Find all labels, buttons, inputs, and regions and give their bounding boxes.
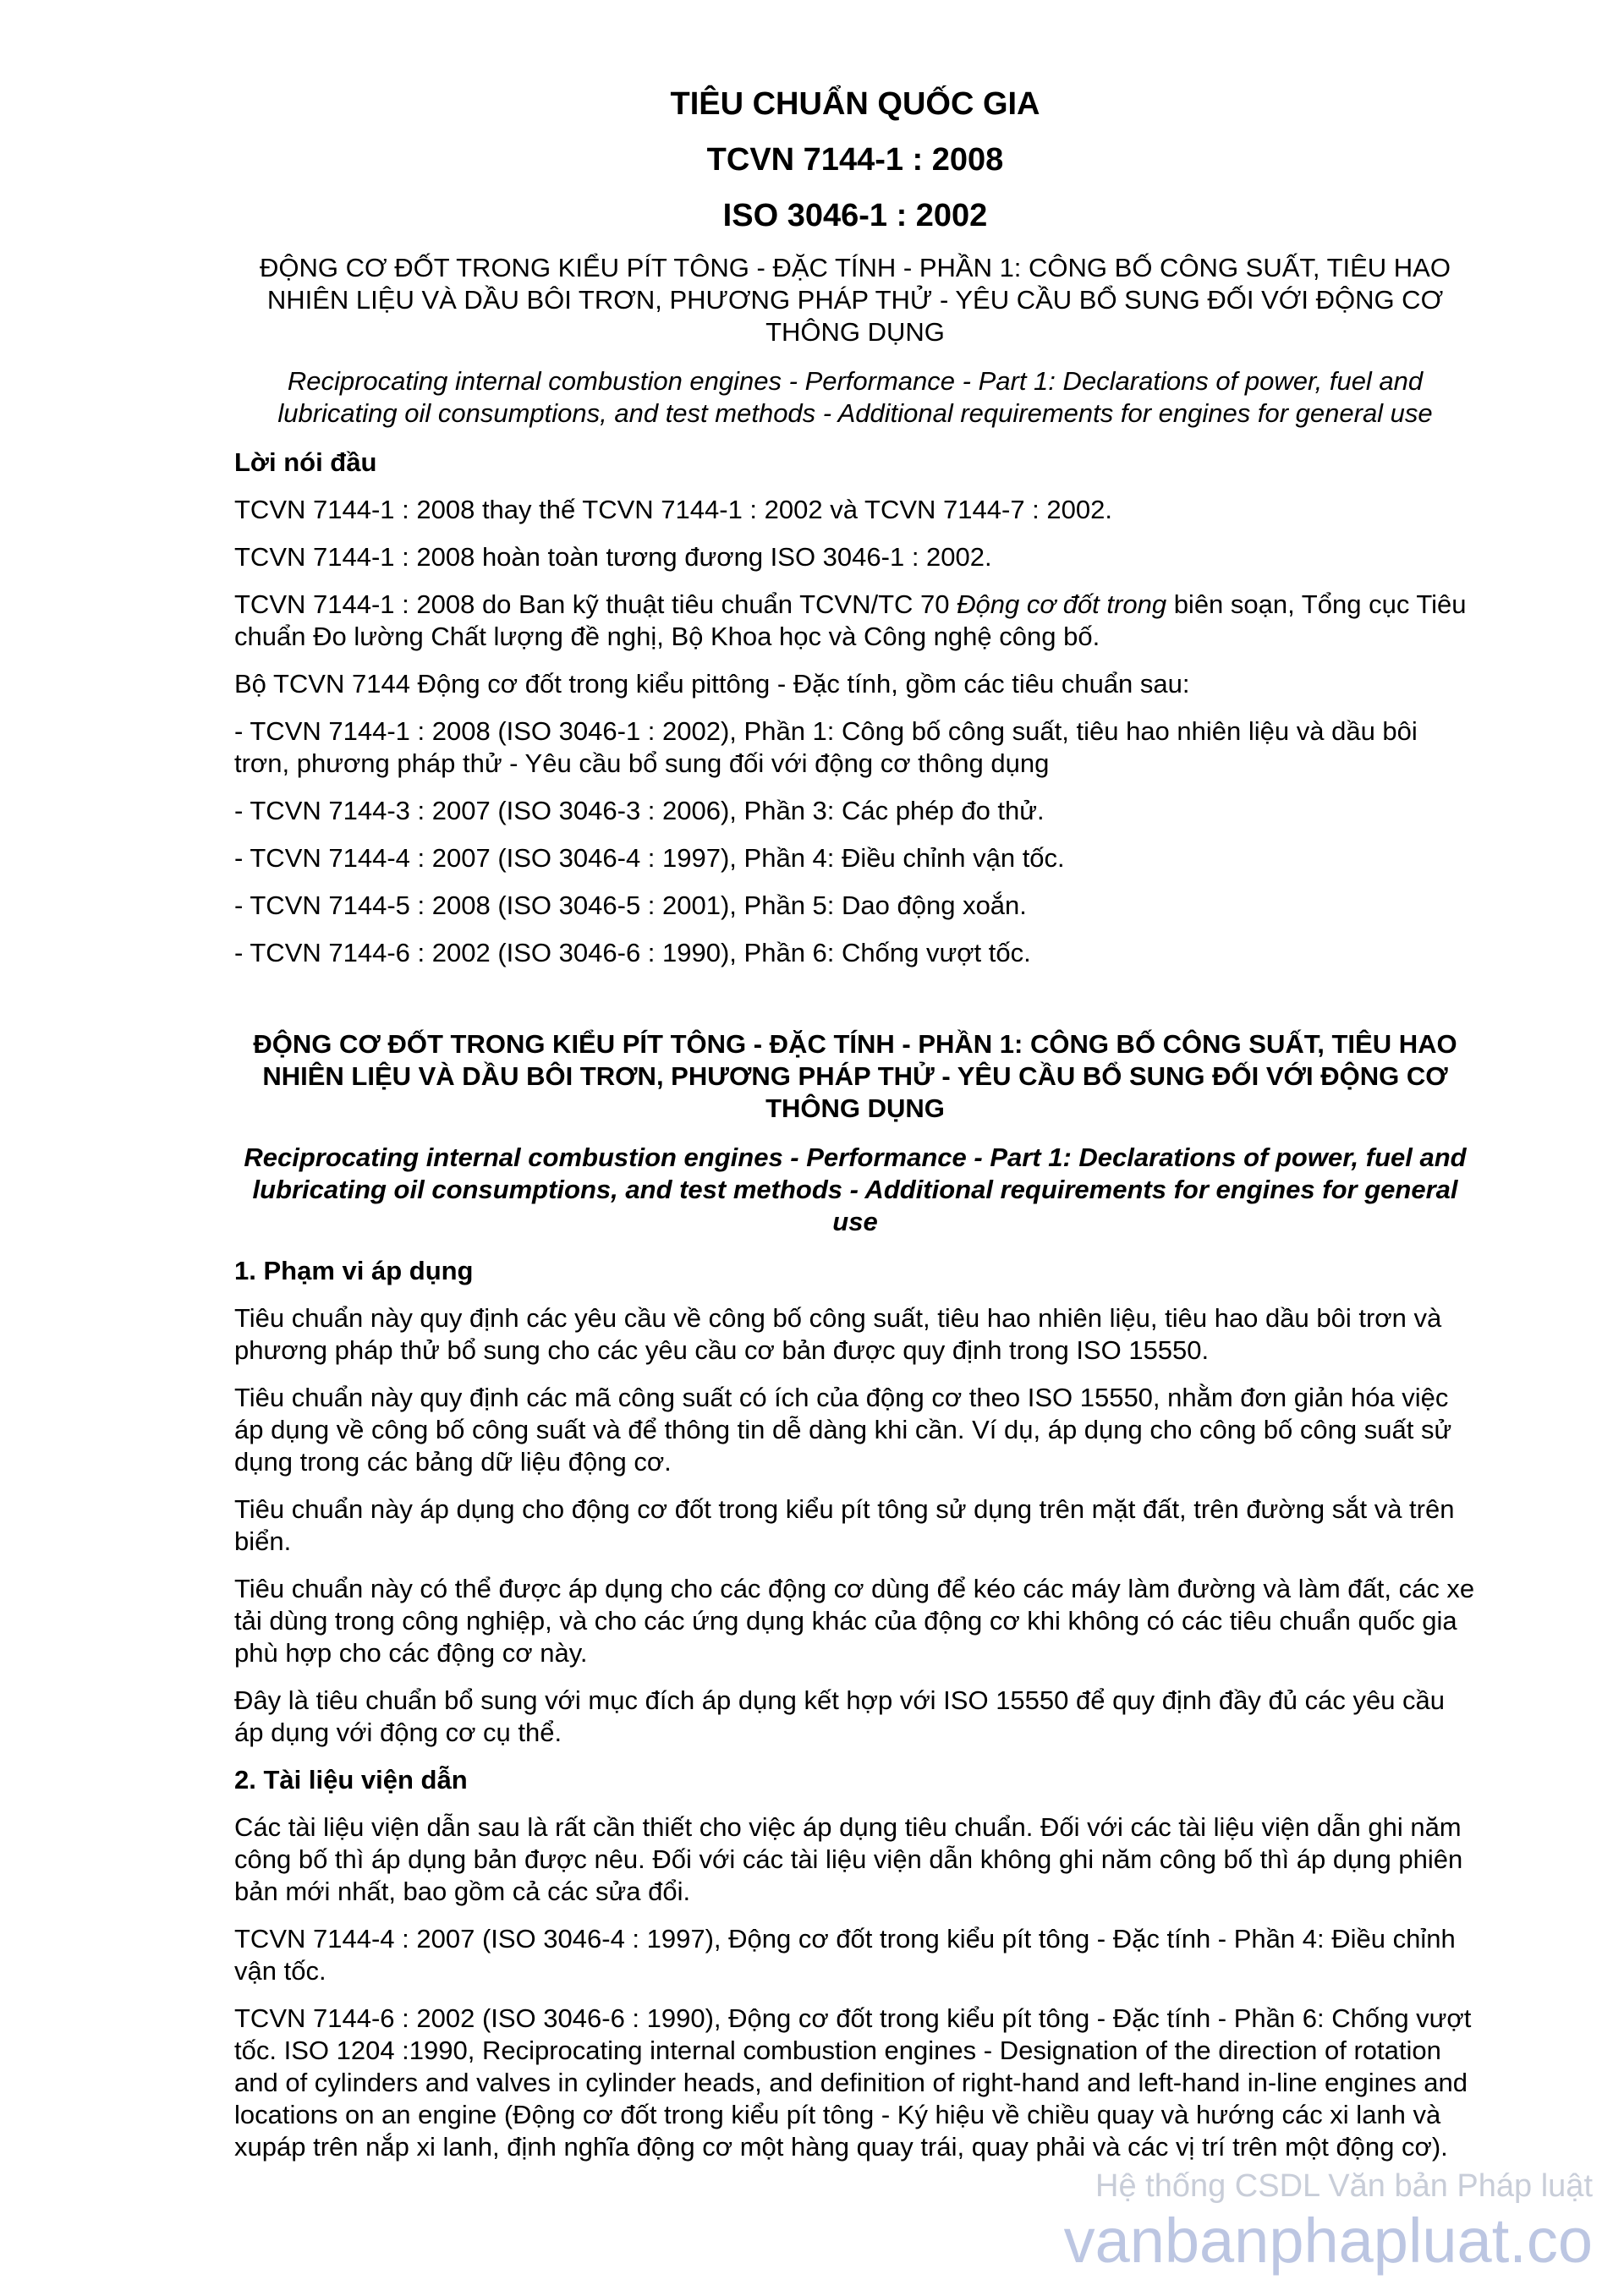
section-2-reference: TCVN 7144-4 : 2007 (ISO 3046-4 : 1997), Động cơ đốt trong kiểu pít tông - Đặc tính - Phần 4: Điều chỉnh vận tốc. [234,1924,1456,1986]
foreword-p3-committee-name: Động cơ đốt trong [957,589,1167,619]
foreword-paragraph-3 [234,589,1476,653]
section-2-paragraph: Các tài liệu viện dẫn sau là rất cần thiết cho việc áp dụng tiêu chuẩn. Đối với các tài liệu viện dẫn ghi năm công bố thì áp dụng bản được nêu. Đối với các tài liệu viện dẫn không ghi năm công bố thì áp dụng phiên bản mới nhất, bao gồm cả các sửa đổi. [234,1812,1463,1906]
foreword-heading: Lời nói đầu [234,447,377,477]
section-1-paragraph: Tiêu chuẩn này có thể được áp dụng cho các động cơ dùng để kéo các máy làm đường và làm đất, các xe tải dùng trong công nghiệp, và cho các ứng dụng khác của động cơ khi không có các tiêu chuẩn quốc gia phù hợp cho các động cơ này. [234,1574,1475,1668]
document-page [234,85,1476,2178]
body-title-english: Reciprocating internal combustion engines - Performance - Part 1: Declarations of power, fuel and lubricating oil consumptions, and test methods - Additional requirements for engines for general use [244,1143,1467,1236]
standards-list-item: - TCVN 7144-3 : 2007 (ISO 3046-3 : 2006), Phần 3: Các phép đo thử. [234,796,1045,825]
watermark-database-name: Hệ thống CSDL Văn bản Pháp luật [1095,2168,1593,2204]
standards-list-item: - TCVN 7144-6 : 2002 (ISO 3046-6 : 1990), Phần 6: Chống vượt tốc. [234,938,1031,967]
standards-list-item: - TCVN 7144-1 : 2008 (ISO 3046-1 : 2002), Phần 1: Công bố công suất, tiêu hao nhiên liệu và dầu bôi trơn, phương pháp thử - Yêu cầu bổ sung đối với động cơ thông dụng [234,716,1418,778]
section-2-heading: 2. Tài liệu viện dẫn [234,1765,468,1795]
body-title-vietnamese: ĐỘNG CƠ ĐỐT TRONG KIỂU PÍT TÔNG - ĐẶC TÍNH - PHẦN 1: CÔNG BỐ CÔNG SUẤT, TIÊU HAO NHIÊN LIỆU VÀ DẦU BÔI TRƠN, PHƯƠNG PHÁP THỬ - YÊU CẦU BỔ SUNG ĐỐI VỚI ĐỘNG CƠ THÔNG DỤNG [253,1029,1457,1123]
section-1-paragraph: Tiêu chuẩn này quy định các mã công suất có ích của động cơ theo ISO 15550, nhằm đơn giản hóa việc áp dụng về công bố công suất và để thông tin dễ dàng khi cần. Ví dụ, áp dụng cho công bố công suất sử dụng trong các bảng dữ liệu động cơ. [234,1383,1452,1477]
foreword-p3-text-end: biên soạn, Tổng cục Tiêu chuẩn Đo lường Chất lượng đề nghị, Bộ Khoa học và Công nghệ công bố. [234,589,1467,651]
foreword-paragraph-2: TCVN 7144-1 : 2008 hoàn toàn tương đương ISO 3046-1 : 2002. [234,542,992,572]
section-1-paragraph: Đây là tiêu chuẩn bổ sung với mục đích áp dụng kết hợp với ISO 15550 để quy định đầy đủ các yêu cầu áp dụng với động cơ cụ thể. [234,1685,1446,1747]
watermark-website: vanbanphapluat.co [1063,2206,1593,2276]
section-1-heading: 1. Phạm vi áp dụng [234,1256,474,1285]
doc-title-english: Reciprocating internal combustion engines - Performance - Part 1: Declarations of power, fuel and lubricating oil consumptions, and test methods - Additional requirements for engines for general use [277,366,1433,428]
doc-title-tcvn-code: TCVN 7144-1 : 2008 [706,142,1004,178]
doc-title-national-standard: TIÊU CHUẨN QUỐC GIA [670,86,1040,122]
section-1-paragraph: Tiêu chuẩn này áp dụng cho động cơ đốt trong kiểu pít tông sử dụng trên mặt đất, trên đường sắt và trên biển. [234,1494,1455,1556]
foreword-paragraph-1: TCVN 7144-1 : 2008 thay thế TCVN 7144-1 : 2002 và TCVN 7144-7 : 2002. [234,495,1112,524]
doc-title-vietnamese: ĐỘNG CƠ ĐỐT TRONG KIỂU PÍT TÔNG - ĐẶC TÍNH - PHẦN 1: CÔNG BỐ CÔNG SUẤT, TIÊU HAO NHIÊN LIỆU VÀ DẦU BÔI TRƠN, PHƯƠNG PHÁP THỬ - YÊU CẦU BỔ SUNG ĐỐI VỚI ĐỘNG CƠ THÔNG DỤNG [260,253,1451,347]
standards-list-item: - TCVN 7144-4 : 2007 (ISO 3046-4 : 1997), Phần 4: Điều chỉnh vận tốc. [234,843,1065,873]
section-spacer [234,984,1476,1028]
standards-list-item: - TCVN 7144-5 : 2008 (ISO 3046-5 : 2001), Phần 5: Dao động xoắn. [234,890,1027,920]
foreword-paragraph-4: Bộ TCVN 7144 Động cơ đốt trong kiểu pittông - Đặc tính, gồm các tiêu chuẩn sau: [234,669,1190,699]
section-2-reference: TCVN 7144-6 : 2002 (ISO 3046-6 : 1990), Động cơ đốt trong kiểu pít tông - Đặc tính - Phần 6: Chống vượt tốc. ISO 1204 :1990, Reciprocating internal combustion engines - Designation of the direction of rotation and of cylinders and valves in cylinder heads, and definition of right-hand and left-hand in-line engines and locations on an engine (Động cơ đốt trong kiểu pít tông - Ký hiệu về chiều quay và hướng các xi lanh và xupáp trên nắp xi lanh, định nghĩa động cơ một hàng quay trái, quay phải và các vị trí trên một động cơ). [234,2003,1472,2162]
section-1-paragraph: Tiêu chuẩn này quy định các yêu cầu về công bố công suất, tiêu hao nhiên liệu, tiêu hao dầu bôi trơn và phương pháp thử bổ sung cho các yêu cầu cơ bản được quy định trong ISO 15550. [234,1303,1442,1365]
foreword-p3-text-start: TCVN 7144-1 : 2008 do Ban kỹ thuật tiêu chuẩn TCVN/TC 70 [234,589,957,619]
doc-title-iso-code: ISO 3046-1 : 2002 [722,198,988,233]
